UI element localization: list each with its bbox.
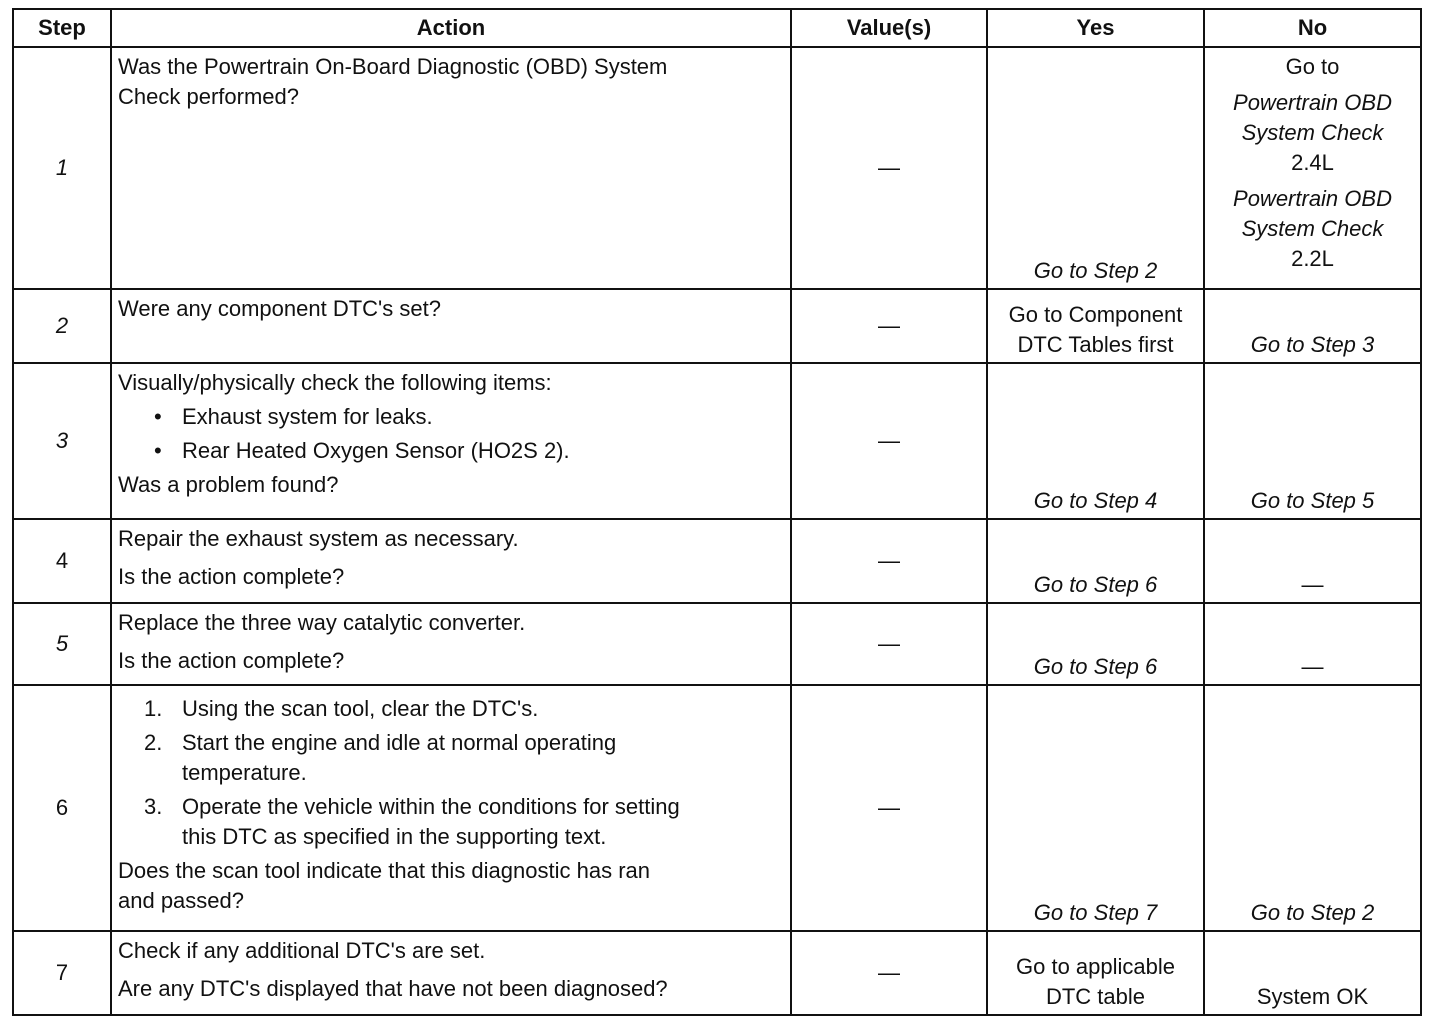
table-row [13,685,1421,931]
action-cell [111,47,791,289]
value-cell: — [791,363,987,519]
action-text: Check performed? [118,84,299,109]
step-number: 1 [13,47,111,289]
header-row [13,9,1421,47]
action-cell [111,519,791,603]
no-cell: System OK [1204,931,1421,1015]
no-link-obd-24[interactable]: Powertrain OBD System Check 2.4L [1233,90,1392,175]
action-text: Was the Powertrain On-Board Diagnostic (OBD) System [118,54,668,79]
yes-link[interactable]: Go to Step 7 [987,685,1204,931]
step-number: 5 [13,603,111,685]
header-yes: Yes [987,9,1204,47]
yes-link[interactable]: Go to Component DTC Tables first [987,289,1204,363]
action-text: Were any component DTC's set? [111,289,791,363]
no-link[interactable]: Go to Step 2 [1204,685,1421,931]
no-cell: — [1204,603,1421,685]
value-cell: — [791,931,987,1015]
step-number: 6 [13,685,111,931]
list-item: 3. Operate the vehicle within the conditions for setting this DTC as specified in the supporting text. [144,794,680,849]
table-row [13,603,1421,685]
yes-link[interactable]: Go to Step 6 [987,603,1204,685]
no-text: Go to [1285,54,1340,79]
step-number: 3 [13,363,111,519]
table-row [13,363,1421,519]
value-cell: — [791,519,987,603]
action-cell [111,603,791,685]
no-cell: — [1204,519,1421,603]
yes-link[interactable]: Go to Step 2 [987,47,1204,289]
step-number: 2 [13,289,111,363]
value-cell: — [791,603,987,685]
no-link-obd-22[interactable]: Powertrain OBD System Check 2.2L [1233,186,1392,271]
header-step: Step [13,9,111,47]
yes-link[interactable]: Go to Step 4 [987,363,1204,519]
yes-link[interactable]: Go to Step 6 [987,519,1204,603]
action-question: Is the action complete? [118,564,345,589]
action-cell [111,363,791,519]
step-number: 4 [13,519,111,603]
no-cell [1204,47,1421,289]
action-text: Visually/physically check the following items: [118,370,552,395]
list-item: • Exhaust system for leaks. [118,402,782,432]
yes-link[interactable]: Go to applicable DTC table [987,931,1204,1015]
action-text: Check if any additional DTC's are set. [118,938,486,963]
action-text: Replace the three way catalytic converter. [118,610,526,635]
action-question: Is the action complete? [118,648,345,673]
bullet-icon: • [154,404,162,429]
action-cell [111,685,791,931]
action-cell [111,931,791,1015]
action-text: Repair the exhaust system as necessary. [118,526,519,551]
action-question: Does the scan tool indicate that this diagnostic has ran [118,858,650,883]
header-action: Action [111,9,791,47]
value-cell: — [791,289,987,363]
table-row [13,519,1421,603]
diagnostic-table [12,8,1422,1016]
value-cell: — [791,685,987,931]
list-item: 1. Using the scan tool, clear the DTC's. [144,696,539,721]
action-question: Are any DTC's displayed that have not been diagnosed? [118,976,668,1001]
no-link[interactable]: Go to Step 3 [1204,289,1421,363]
bullet-icon: • [154,438,162,463]
header-values: Value(s) [791,9,987,47]
value-cell: — [791,47,987,289]
list-item: 2. Start the engine and idle at normal operating temperature. [144,730,617,785]
step-number: 7 [13,931,111,1015]
action-question: and passed? [118,888,244,913]
action-question: Was a problem found? [118,472,339,497]
header-no: No [1204,9,1421,47]
no-link[interactable]: Go to Step 5 [1204,363,1421,519]
table-row [13,289,1421,363]
list-item: • Rear Heated Oxygen Sensor (HO2S 2). [118,436,782,466]
table-row [13,47,1421,289]
table-row [13,931,1421,1015]
